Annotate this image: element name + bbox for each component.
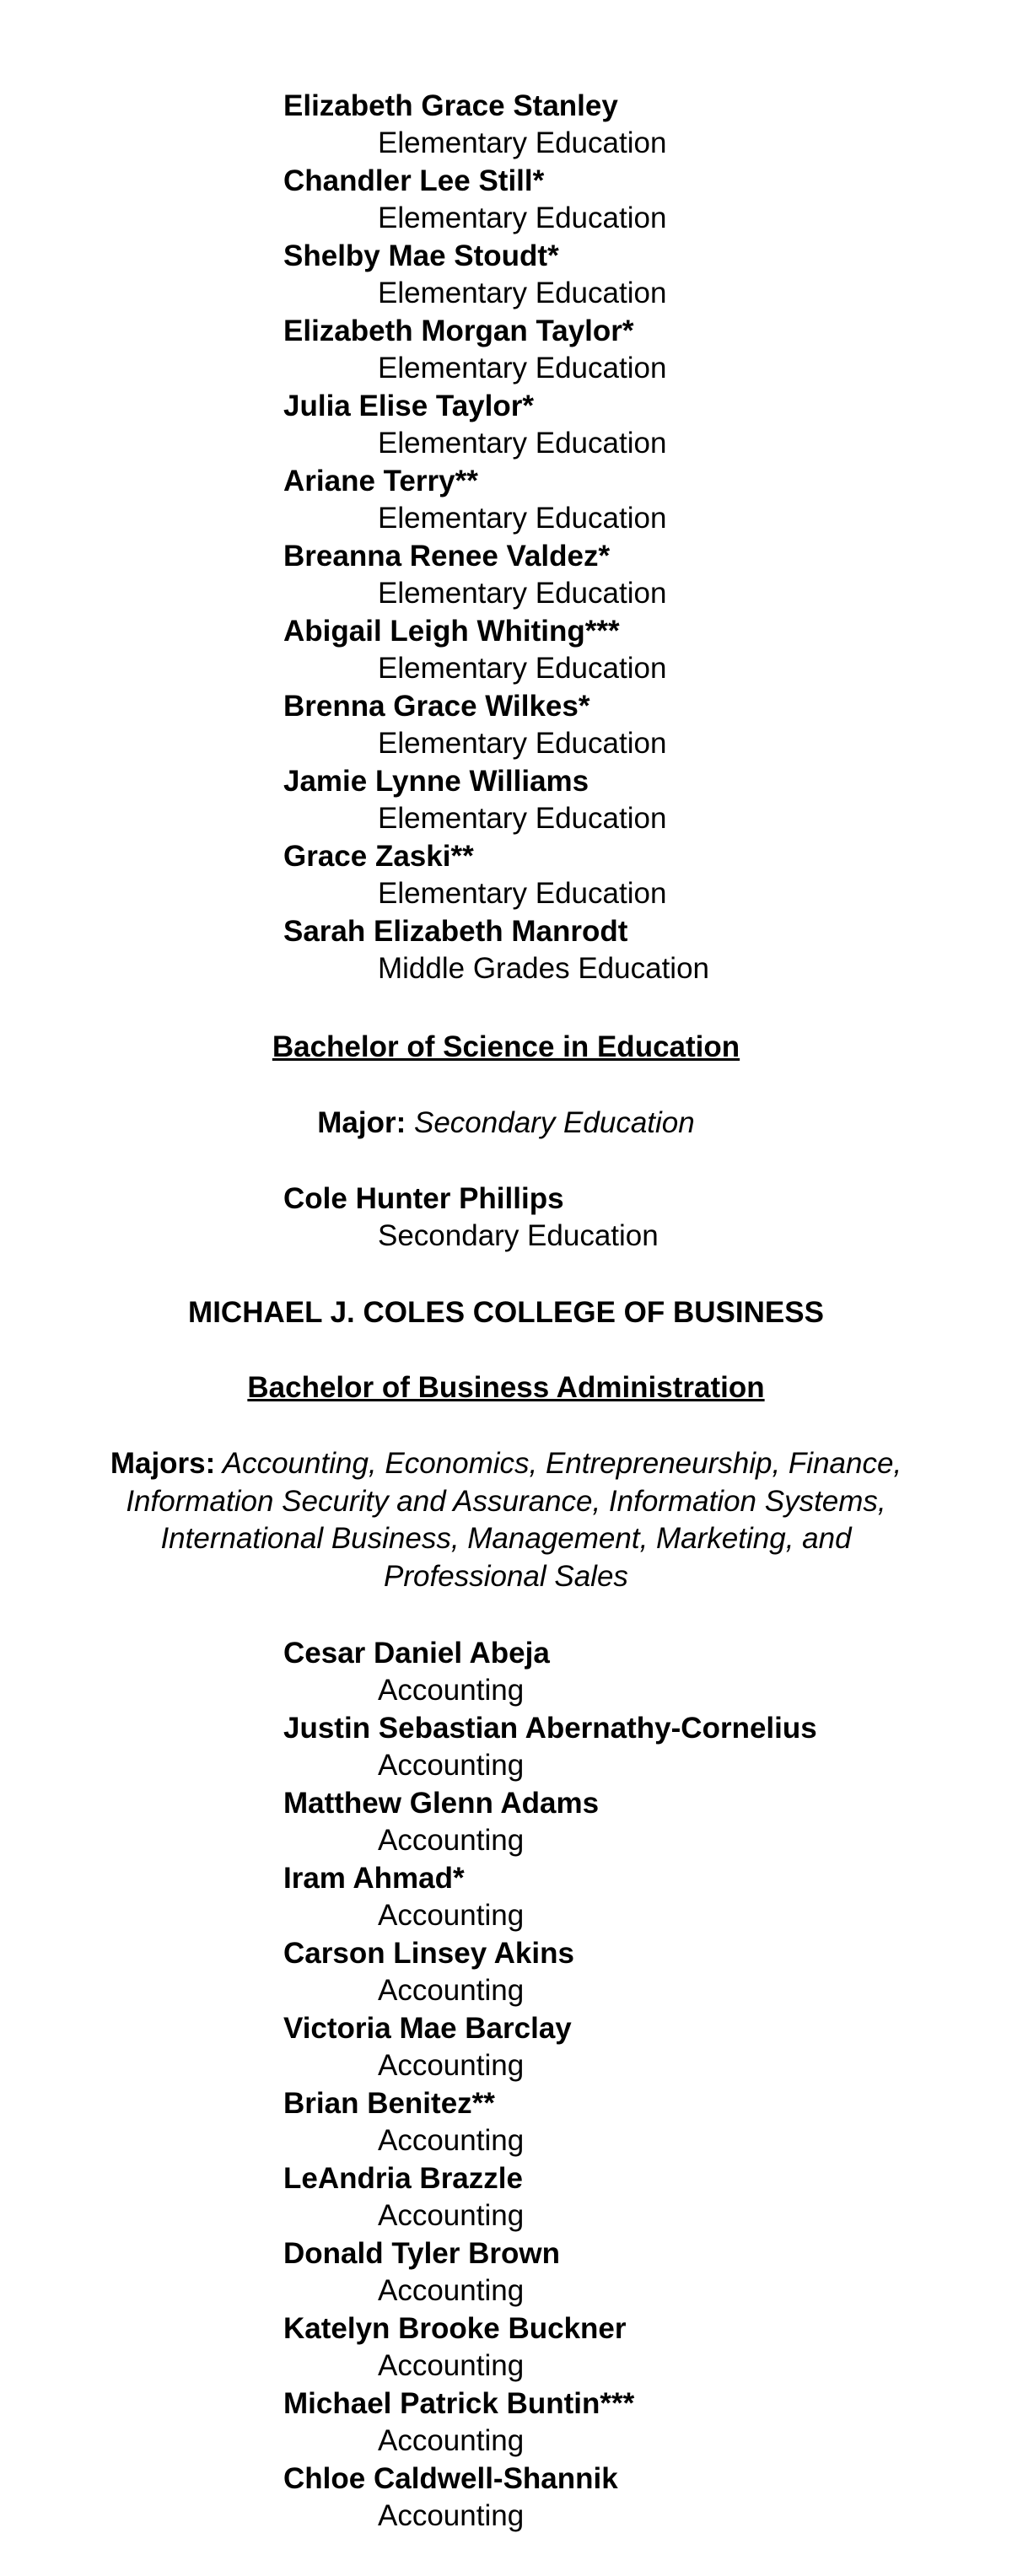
graduate-major: Accounting [378, 2424, 525, 2457]
graduate-name: Grace Zaski** [283, 840, 474, 873]
graduate-name: Matthew Glenn Adams [283, 1787, 600, 1820]
degree-heading: Bachelor of Science in Education [272, 1030, 740, 1063]
graduate-name: Elizabeth Morgan Taylor* [283, 315, 634, 347]
graduate-name: Donald Tyler Brown [283, 2237, 560, 2270]
graduate-major: Accounting [378, 2349, 525, 2382]
graduate-major: Middle Grades Education [378, 952, 709, 985]
graduate-name: Sarah Elizabeth Manrodt [283, 915, 628, 948]
graduate-major: Elementary Education [378, 577, 667, 610]
majors-line: Professional Sales [384, 1559, 628, 1593]
majors-text: Accounting, Economics, Entrepreneurship, Finance, [222, 1447, 902, 1480]
graduate-major: Accounting [378, 1899, 525, 1932]
graduate-name: Brenna Grace Wilkes* [283, 690, 590, 723]
graduate-major: Accounting [378, 2274, 525, 2307]
major-label: Major: [317, 1106, 406, 1139]
major-line [0, 1105, 1012, 1142]
graduate-major: Elementary Education [378, 126, 667, 159]
major-value: Secondary Education [414, 1106, 695, 1139]
graduate-major: Elementary Education [378, 727, 667, 760]
graduate-name: Katelyn Brooke Buckner [283, 2312, 627, 2345]
graduate-major: Accounting [378, 1749, 525, 1782]
graduate-name: Iram Ahmad* [283, 1862, 465, 1895]
majors-line [84, 1445, 928, 1483]
graduate-name: Cole Hunter Phillips [283, 1182, 564, 1215]
graduate-name: Julia Elise Taylor* [283, 390, 534, 422]
graduate-name: LeAndria Brazzle [283, 2162, 523, 2195]
graduate-major: Elementary Education [378, 427, 667, 460]
graduate-major: Elementary Education [378, 202, 667, 234]
graduate-major: Secondary Education [378, 1219, 659, 1252]
graduate-name: Ariane Terry** [283, 465, 478, 497]
graduate-major: Accounting [378, 1674, 525, 1707]
graduate-major: Accounting [378, 1824, 525, 1857]
majors-label: Majors: [110, 1447, 216, 1480]
majors-list [84, 1445, 928, 1595]
graduate-major: Elementary Education [378, 802, 667, 835]
graduate-major: Accounting [378, 2499, 525, 2532]
graduate-name: Chandler Lee Still* [283, 164, 545, 197]
college-heading: MICHAEL J. COLES COLLEGE OF BUSINESS [188, 1296, 824, 1329]
graduate-name: Elizabeth Grace Stanley [283, 89, 618, 122]
graduate-major: Elementary Education [378, 877, 667, 910]
graduate-major: Elementary Education [378, 352, 667, 385]
graduate-name: Chloe Caldwell-Shannik [283, 2462, 618, 2495]
graduate-major: Elementary Education [378, 502, 667, 535]
graduate-name: Cesar Daniel Abeja [283, 1637, 550, 1670]
graduate-major: Accounting [378, 2199, 525, 2232]
majors-line: Information Security and Assurance, Information Systems, [126, 1484, 886, 1518]
graduate-major: Accounting [378, 2049, 525, 2082]
graduate-name: Victoria Mae Barclay [283, 2012, 572, 2045]
graduate-name: Shelby Mae Stoudt* [283, 239, 559, 272]
graduate-major: Elementary Education [378, 652, 667, 685]
graduate-name: Abigail Leigh Whiting*** [283, 615, 620, 648]
majors-line: International Business, Management, Marketing, and [160, 1522, 852, 1555]
graduate-name: Jamie Lynne Williams [283, 765, 589, 798]
graduate-name: Carson Linsey Akins [283, 1937, 574, 1970]
graduate-major: Accounting [378, 2124, 525, 2157]
graduate-name: Michael Patrick Buntin*** [283, 2387, 635, 2420]
graduate-name: Brian Benitez** [283, 2087, 495, 2120]
graduate-name: Breanna Renee Valdez* [283, 540, 611, 573]
graduate-major: Accounting [378, 1974, 525, 2007]
degree-heading: Bachelor of Business Administration [247, 1371, 765, 1404]
graduate-major: Elementary Education [378, 277, 667, 309]
graduate-name: Justin Sebastian Abernathy-Cornelius [283, 1712, 817, 1745]
